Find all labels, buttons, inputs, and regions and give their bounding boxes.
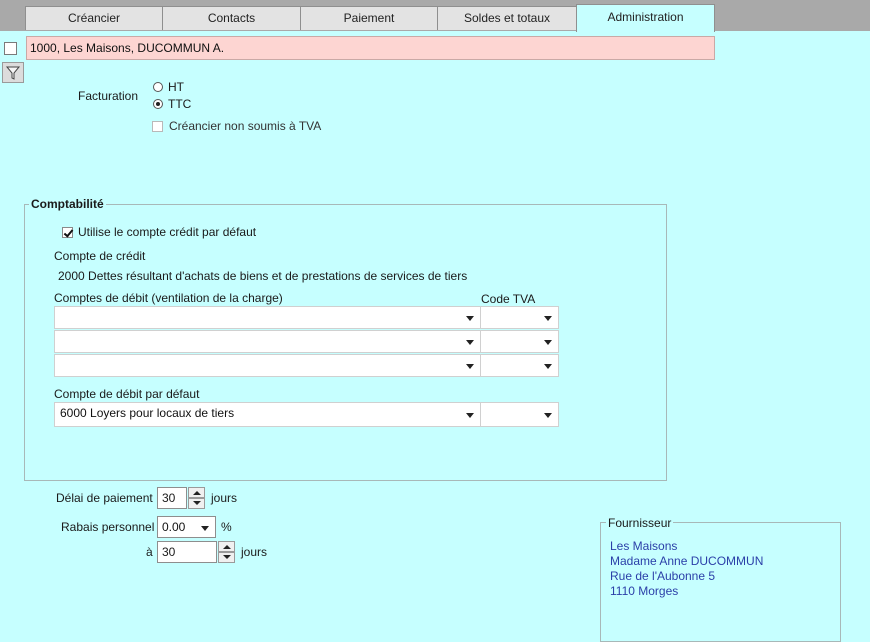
chevron-down-icon <box>544 413 552 418</box>
fournisseur-line-1: Les Maisons <box>610 539 678 553</box>
code-tva-1[interactable] <box>480 306 559 329</box>
code-tva-label: Code TVA <box>481 292 536 306</box>
delai-paiement-unit: jours <box>211 491 238 505</box>
tab-creancier[interactable]: Créancier <box>25 6 163 30</box>
default-debit-label: Compte de débit par défaut <box>54 387 200 401</box>
radio-ttc[interactable] <box>153 99 163 109</box>
tab-paiement[interactable]: Paiement <box>300 6 438 30</box>
debit-account-3[interactable] <box>54 354 481 377</box>
delai-paiement-input[interactable]: 30 <box>157 487 187 509</box>
credit-account-label: Compte de crédit <box>54 249 146 263</box>
radio-ht-label[interactable]: HT <box>168 80 184 94</box>
record-field[interactable]: 1000, Les Maisons, DUCOMMUN A. <box>26 36 715 60</box>
a-days-unit: jours <box>241 545 268 559</box>
rabais-select[interactable] <box>157 516 216 538</box>
spin-down-icon[interactable] <box>188 498 205 509</box>
chevron-down-icon <box>466 316 474 321</box>
debit-accounts-label: Comptes de débit (ventilation de la charge) <box>54 291 283 305</box>
radio-ttc-label[interactable]: TTC <box>168 97 192 111</box>
debit-account-2[interactable] <box>54 330 481 353</box>
radio-ht[interactable] <box>153 82 163 92</box>
use-default-credit-label[interactable]: Utilise le compte crédit par défaut <box>78 225 257 239</box>
facturation-label: Facturation <box>78 89 139 103</box>
fournisseur-line-4: 1110 Morges <box>610 584 679 598</box>
a-label: à <box>146 545 153 559</box>
tab-contacts[interactable]: Contacts <box>162 6 301 30</box>
code-tva-2[interactable] <box>480 330 559 353</box>
a-days-spinner[interactable] <box>218 541 235 563</box>
delai-paiement-label: Délai de paiement <box>56 491 153 505</box>
default-debit-code-tva[interactable] <box>480 402 559 427</box>
code-tva-3[interactable] <box>480 354 559 377</box>
delai-paiement-spinner[interactable] <box>188 487 205 509</box>
tab-administration[interactable]: Administration <box>576 4 715 32</box>
filter-button[interactable] <box>2 62 24 83</box>
default-debit-account[interactable] <box>54 402 481 427</box>
fournisseur-line-3: Rue de l'Aubonne 5 <box>610 569 716 583</box>
chevron-down-icon <box>466 364 474 369</box>
comptabilite-title: Comptabilité <box>31 197 104 211</box>
record-select-checkbox[interactable] <box>4 42 17 55</box>
tab-bar <box>0 0 870 31</box>
filter-icon <box>3 63 23 82</box>
a-days-input[interactable]: 30 <box>157 541 217 563</box>
spin-up-icon[interactable] <box>188 487 205 498</box>
rabais-value: 0.00 <box>162 520 186 534</box>
chevron-down-icon <box>201 526 209 531</box>
debit-account-1[interactable] <box>54 306 481 329</box>
no-tva-label[interactable]: Créancier non soumis à TVA <box>169 119 322 133</box>
tab-soldes-totaux[interactable]: Soldes et totaux <box>437 6 577 30</box>
fournisseur-title: Fournisseur <box>608 516 672 530</box>
chevron-down-icon <box>466 340 474 345</box>
chevron-down-icon <box>466 413 474 418</box>
no-tva-checkbox[interactable] <box>152 121 163 132</box>
chevron-down-icon <box>544 316 552 321</box>
rabais-label: Rabais personnel <box>61 520 155 534</box>
spin-down-icon[interactable] <box>218 552 235 563</box>
credit-account-value: 2000 Dettes résultant d'achats de biens et de prestations de services de tiers <box>58 269 468 283</box>
use-default-credit-checkbox[interactable] <box>62 227 73 238</box>
default-debit-account-value: 6000 Loyers pour locaux de tiers <box>60 406 235 420</box>
chevron-down-icon <box>544 364 552 369</box>
rabais-unit: % <box>221 520 232 534</box>
chevron-down-icon <box>544 340 552 345</box>
spin-up-icon[interactable] <box>218 541 235 552</box>
fournisseur-line-2: Madame Anne DUCOMMUN <box>610 554 764 568</box>
